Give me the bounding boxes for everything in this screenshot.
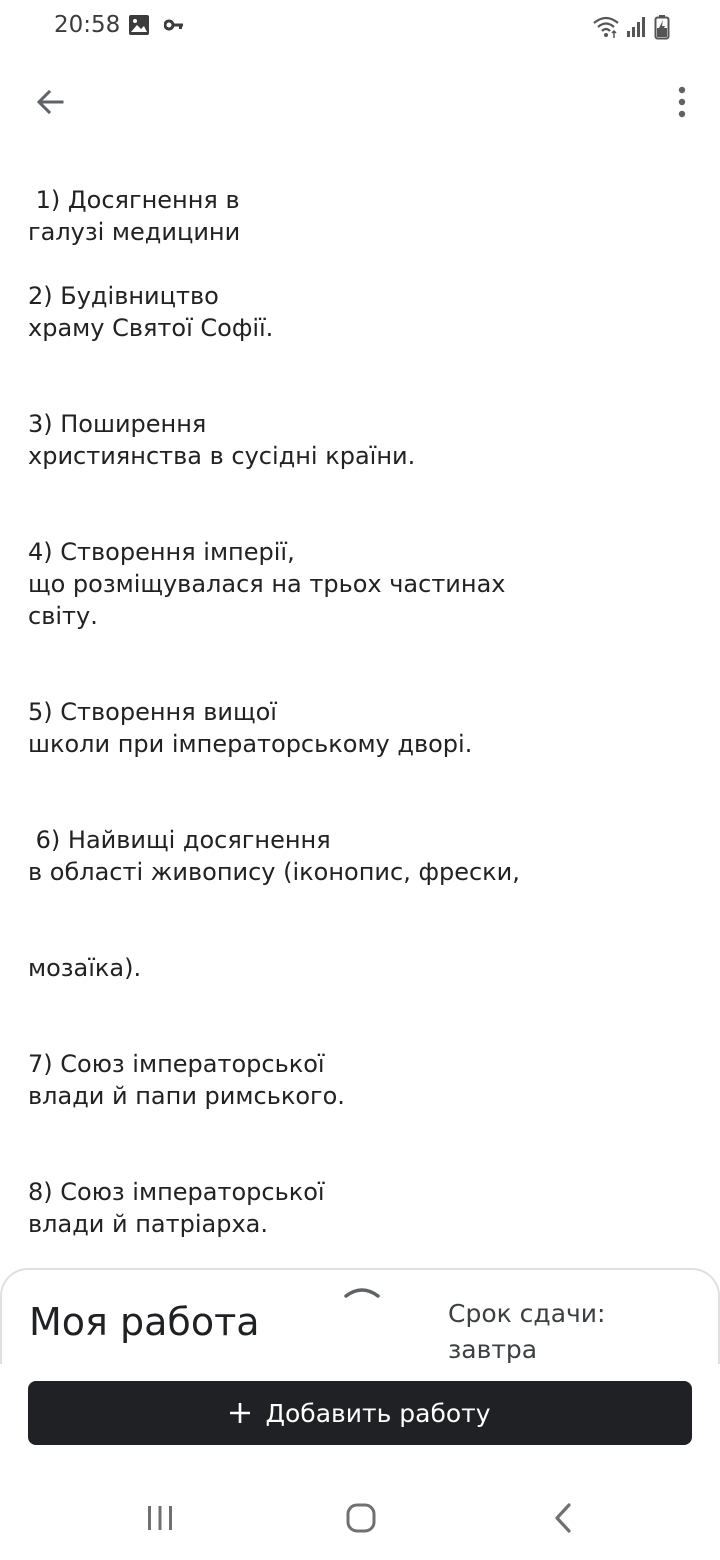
add-work-label: Добавить работу: [265, 1398, 491, 1428]
status-bar: [0, 0, 720, 56]
image-icon: [128, 14, 150, 36]
battery-icon: [654, 14, 670, 40]
answer-item-4: 4) Створення імперії, що розміщувалася на трьох частинах світу.: [28, 538, 506, 630]
system-nav-bar: [0, 1480, 720, 1560]
home-icon: [345, 1502, 377, 1534]
add-work-button[interactable]: [28, 1381, 692, 1445]
my-work-sheet[interactable]: [0, 1268, 720, 1364]
back-button[interactable]: [22, 74, 78, 130]
sheet-expand-handle[interactable]: [342, 1282, 382, 1302]
more-vert-icon: [677, 86, 687, 118]
status-time: 20:58: [54, 12, 121, 38]
answer-item-8: 8) Союз імператорської влади й патріарха.: [28, 1178, 325, 1238]
answer-item-2: 2) Будівництво храму Святої Софії.: [28, 282, 274, 342]
nav-recents-button[interactable]: [130, 1498, 190, 1538]
arrow-back-icon: [34, 86, 66, 118]
sheet-title: Моя работа: [29, 1300, 260, 1344]
answer-item-6-continued: мозаїка).: [28, 954, 142, 982]
status-right-icons: [592, 14, 670, 40]
answer-item-7: 7) Союз імператорської влади й папи римського.: [28, 1050, 345, 1110]
more-options-button[interactable]: [662, 74, 702, 130]
status-left-icons: [128, 14, 184, 36]
answer-item-1: 1) Досягнення в галузі медицини: [28, 186, 241, 246]
nav-home-button[interactable]: [331, 1498, 391, 1538]
recents-icon: [145, 1504, 175, 1532]
due-date-label: Срок сдачи:: [448, 1299, 606, 1328]
plus-icon: [229, 1402, 251, 1424]
answer-item-6: 6) Найвищі досягнення в області живопису (іконопис, фрески,: [28, 826, 520, 886]
chevron-up-icon: [342, 1282, 382, 1302]
app-bar: [0, 70, 720, 134]
key-icon: [164, 18, 184, 32]
answer-item-5: 5) Створення вищої школи при імператорському дворі.: [28, 698, 473, 758]
answer-item-3: 3) Поширення християнства в сусідні країни.: [28, 410, 416, 470]
nav-back-button[interactable]: [533, 1498, 593, 1538]
due-date-value: завтра: [448, 1335, 538, 1364]
wifi-icon: [592, 15, 620, 39]
signal-icon: [626, 15, 648, 39]
back-icon: [552, 1502, 574, 1534]
